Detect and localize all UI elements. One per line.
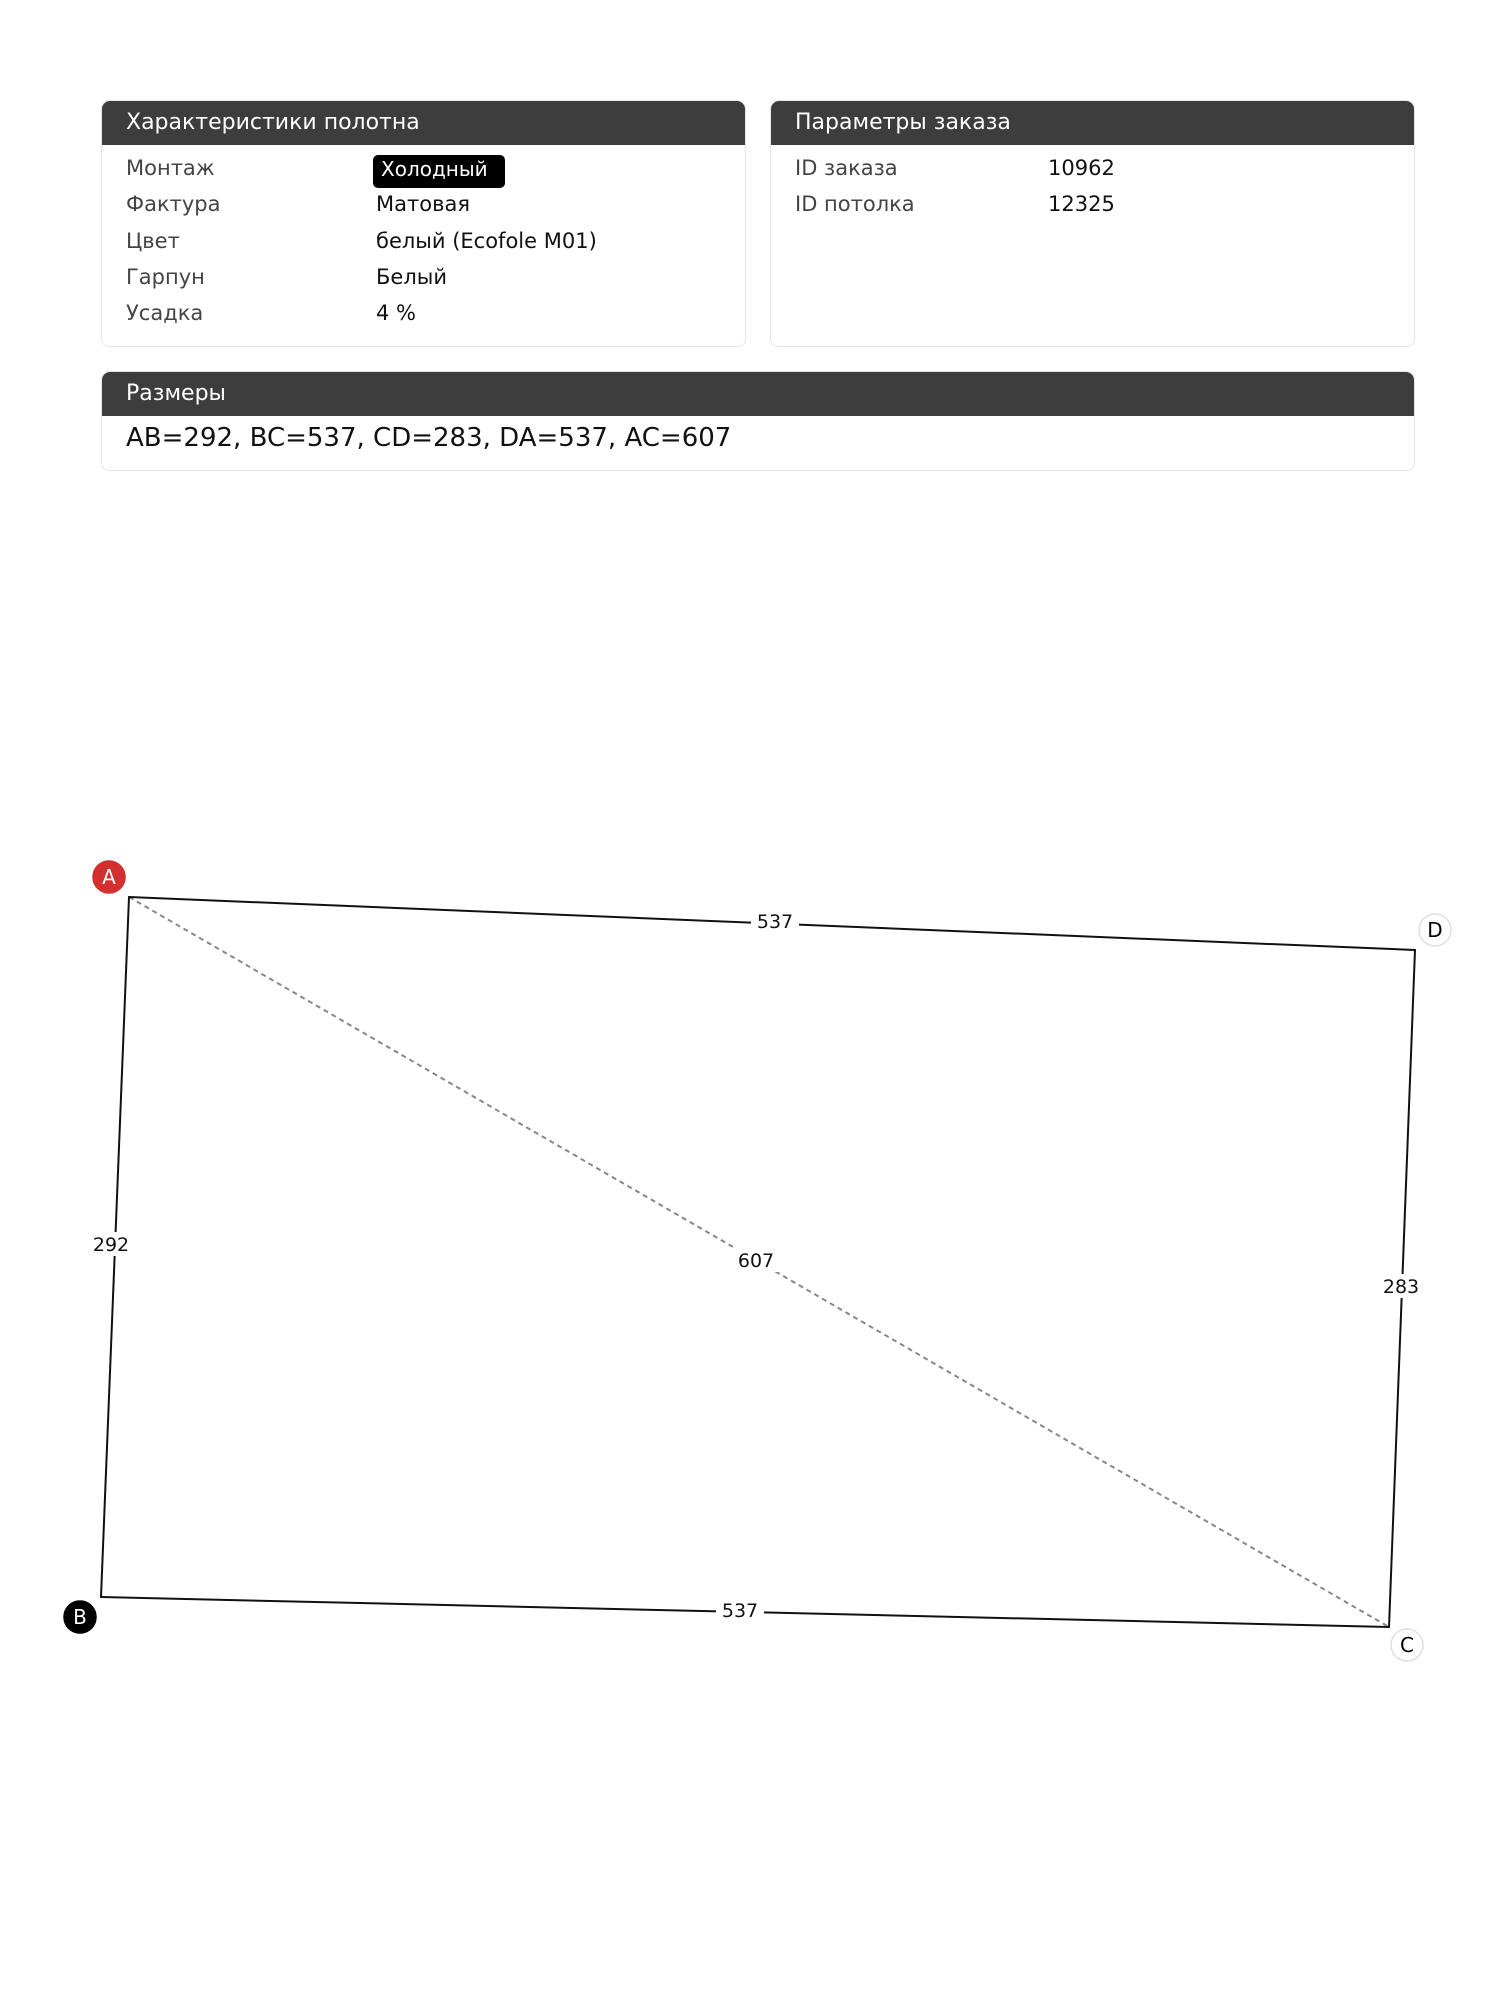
shrinkage-label: Усадка [126, 301, 204, 325]
harpoon-label: Гарпун [126, 265, 205, 289]
texture-label: Фактура [126, 192, 221, 216]
order-id-label: ID заказа [795, 156, 898, 180]
order-parameters-title: Параметры заказа [771, 101, 1414, 145]
shrinkage-value: 4 % [376, 301, 416, 325]
vertex-label-B: B [73, 1605, 87, 1629]
length-label-A-C: 607 [737, 1250, 775, 1272]
length-label-A-D: 537 [756, 911, 794, 933]
vertex-label-D: D [1427, 918, 1443, 942]
canvas-characteristics-title: Характеристики полотна [102, 101, 745, 145]
ceiling-id-label: ID потолка [795, 192, 915, 216]
dimensions-title: Размеры [102, 372, 1414, 416]
vertex-label-C: C [1400, 1633, 1414, 1657]
length-label-D-C: 283 [1382, 1276, 1420, 1298]
vertex-label-A: A [102, 865, 116, 889]
dimensions-text: AB=292, BC=537, CD=283, DA=537, AC=607 [126, 423, 732, 453]
length-label-B-C: 537 [721, 1600, 759, 1622]
ceiling-id-value: 12325 [1048, 192, 1115, 216]
mount-badge: Холодный [373, 155, 505, 188]
harpoon-value: Белый [376, 265, 447, 289]
order-id-value: 10962 [1048, 156, 1115, 180]
length-label-A-B: 292 [92, 1234, 130, 1256]
texture-value: Матовая [376, 192, 470, 216]
mount-label: Монтаж [126, 156, 215, 180]
color-value: белый (Ecofole M01) [376, 229, 597, 253]
color-label: Цвет [126, 229, 180, 253]
